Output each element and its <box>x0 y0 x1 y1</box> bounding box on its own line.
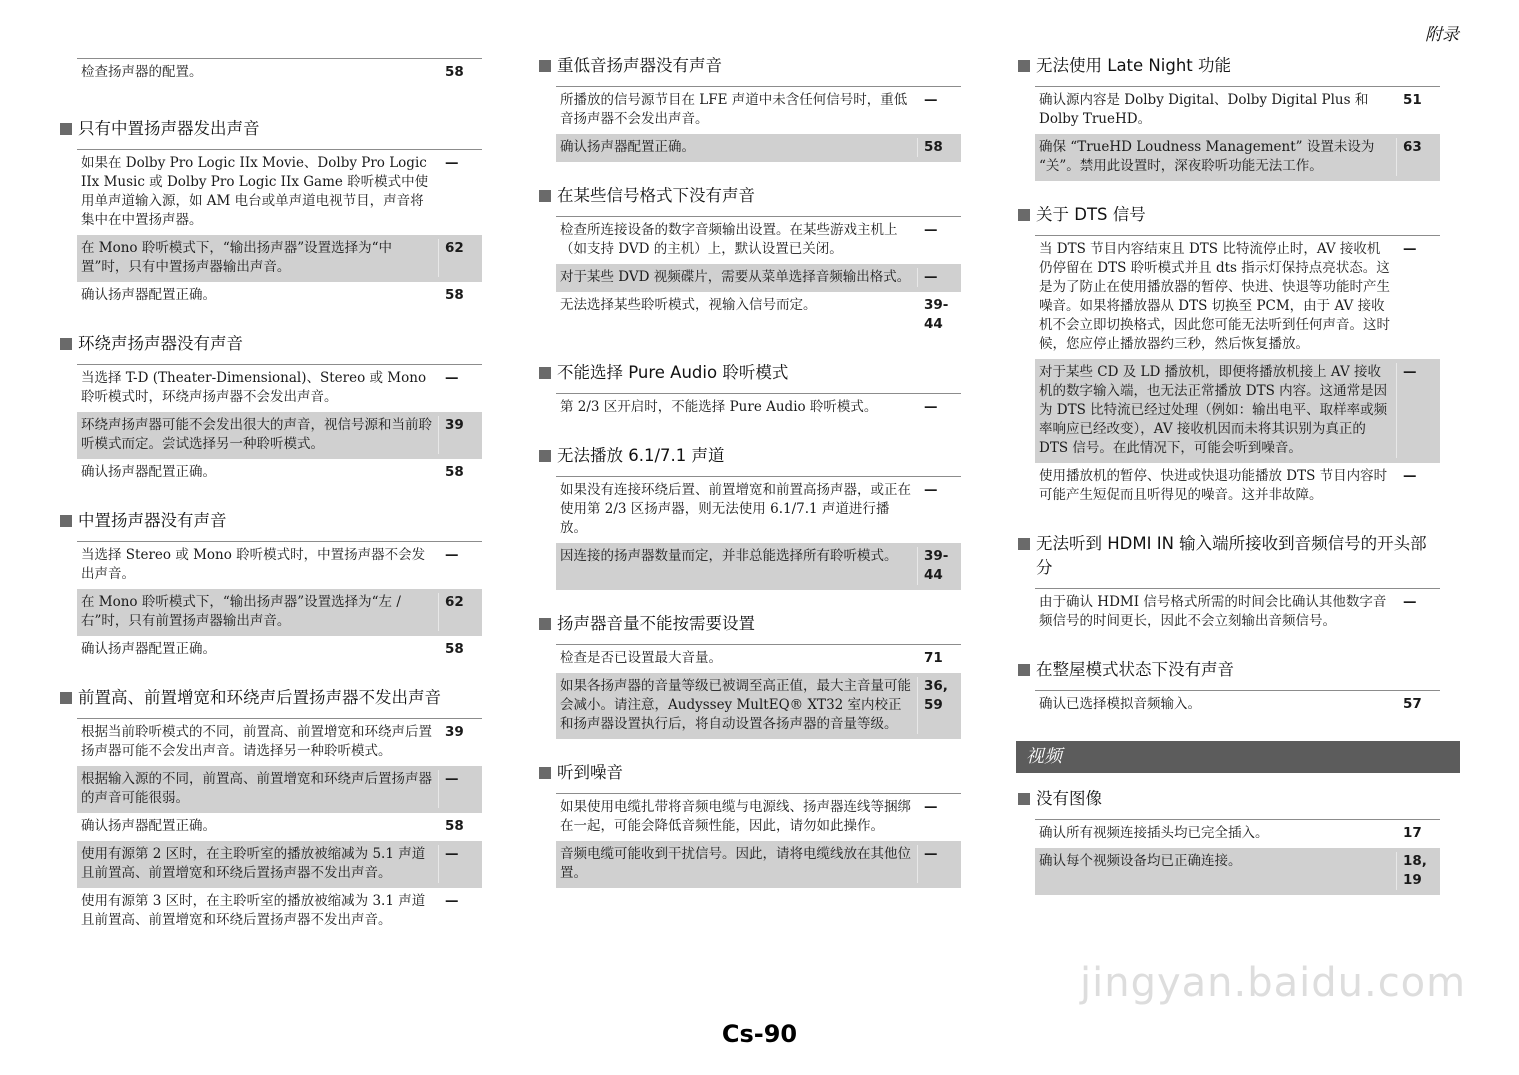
table-row <box>77 150 482 235</box>
row-page-reference: 51 <box>1403 92 1422 108</box>
row-description: 确认每个视频设备均已正确连接。 <box>1035 852 1397 890</box>
row-page-reference: — <box>924 799 938 815</box>
section-title <box>58 332 483 356</box>
solution-table <box>77 541 482 664</box>
row-page-reference: 39 <box>445 417 464 433</box>
row-page-reference: — <box>1403 364 1417 380</box>
troubleshooting-section <box>1016 532 1441 636</box>
row-description: 如果各扬声器的音量等级已被调至高正值，最大主音量可能会减小。请注意，Audyssey MultEQ® XT32 室内校正和扬声器设置执行后，将自动设置各扬声器的音量等级。 <box>556 677 918 734</box>
row-page-reference: 58 <box>445 818 464 834</box>
section-title <box>1016 532 1441 580</box>
table-row <box>556 794 961 841</box>
square-bullet-icon <box>60 692 72 704</box>
square-bullet-icon <box>1018 664 1030 676</box>
troubleshooting-section <box>58 332 483 487</box>
table-row <box>77 636 482 664</box>
row-description: 确保 “TrueHD Loudness Management” 设置未设为 “关”。禁用此设置时，深夜聆听功能无法工作。 <box>1035 138 1397 176</box>
row-description: 确认扬声器配置正确。 <box>81 641 216 657</box>
table-row <box>77 365 482 412</box>
section-title <box>537 612 962 636</box>
table-row <box>1035 463 1440 510</box>
solution-table <box>1035 690 1440 719</box>
row-description: 使用有源第 2 区时，在主聆听室的播放被缩减为 5.1 声道且前置高、前置增宽和环绕后置扬声器不发出声音。 <box>77 845 439 883</box>
troubleshooting-section <box>1016 787 1441 895</box>
section-title-text: 听到噪音 <box>557 763 623 782</box>
solution-table <box>556 476 961 590</box>
square-bullet-icon <box>539 367 551 379</box>
table-row <box>77 59 482 87</box>
troubleshooting-section <box>1016 203 1441 510</box>
section-title-text: 不能选择 Pure Audio 聆听模式 <box>557 363 789 382</box>
row-description: 无法选择某些聆听模式，视输入信号而定。 <box>560 297 817 313</box>
row-description: 根据输入源的不同，前置高、前置增宽和环绕声后置扬声器的声音可能很弱。 <box>77 770 439 808</box>
table-row <box>1035 589 1440 636</box>
square-bullet-icon <box>1018 538 1030 550</box>
troubleshooting-section <box>58 117 483 310</box>
table-row <box>77 766 482 813</box>
page-section-header: 附录 <box>1425 25 1459 45</box>
troubleshooting-section <box>58 58 483 87</box>
section-title <box>1016 787 1441 811</box>
row-description: 使用有源第 3 区时，在主聆听室的播放被缩减为 3.1 声道且前置高、前置增宽和环绕后置扬声器不发出声音。 <box>81 893 426 928</box>
solution-table <box>1035 235 1440 510</box>
column-3 <box>1016 54 1441 917</box>
troubleshooting-section <box>537 612 962 739</box>
table-row <box>556 292 961 339</box>
row-description: 检查是否已设置最大音量。 <box>560 650 722 666</box>
table-row <box>1035 820 1440 848</box>
table-row <box>556 264 961 292</box>
section-title <box>58 509 483 533</box>
section-title <box>1016 54 1441 78</box>
troubleshooting-section <box>537 361 962 422</box>
table-row <box>77 459 482 487</box>
row-description: 当选择 Stereo 或 Mono 聆听模式时，中置扬声器不会发出声音。 <box>81 547 426 582</box>
square-bullet-icon <box>539 767 551 779</box>
column-2 <box>537 54 962 910</box>
solution-table <box>1035 819 1440 895</box>
row-description: 在 Mono 聆听模式下，“输出扬声器”设置选择为“中置”时，只有中置扬声器输出声音。 <box>77 239 439 277</box>
row-page-reference: 62 <box>445 594 464 610</box>
table-row <box>77 888 482 935</box>
table-row <box>556 87 961 134</box>
square-bullet-icon <box>60 515 72 527</box>
section-title <box>1016 203 1441 227</box>
row-description: 所播放的信号源节目在 LFE 声道中未含任何信号时，重低音扬声器不会发出声音。 <box>560 92 908 127</box>
row-page-reference: — <box>445 846 459 862</box>
row-page-reference: 58 <box>445 641 464 657</box>
table-row <box>556 134 961 162</box>
square-bullet-icon <box>539 190 551 202</box>
row-page-reference: 58 <box>445 287 464 303</box>
square-bullet-icon <box>1018 793 1030 805</box>
section-title-text: 只有中置扬声器发出声音 <box>78 119 260 138</box>
square-bullet-icon <box>539 450 551 462</box>
row-description: 确认扬声器配置正确。 <box>81 464 216 480</box>
section-title-text: 前置高、前置增宽和环绕声后置扬声器不发出声音 <box>78 688 441 707</box>
table-row <box>77 282 482 310</box>
table-row <box>1035 359 1440 463</box>
table-row <box>556 645 961 673</box>
row-page-reference: 58 <box>445 64 464 80</box>
section-title-text: 无法播放 6.1/7.1 声道 <box>557 446 725 465</box>
square-bullet-icon <box>1018 209 1030 221</box>
row-page-reference: 63 <box>1403 139 1422 155</box>
row-description: 确认已选择模拟音频输入。 <box>1039 696 1201 712</box>
section-title-text: 无法使用 Late Night 功能 <box>1036 56 1231 75</box>
section-title-text: 没有图像 <box>1036 789 1102 808</box>
column-1 <box>58 58 483 957</box>
row-description: 对于某些 DVD 视频碟片，需要从菜单选择音频输出格式。 <box>556 268 918 287</box>
row-description: 确认扬声器配置正确。 <box>556 138 918 157</box>
section-title <box>1016 658 1441 682</box>
solution-table <box>556 216 961 339</box>
row-description: 如果在 Dolby Pro Logic IIx Movie、Dolby Pro Logic IIx Music 或 Dolby Pro Logic IIx Game 聆听模式中使用单声道输入源，如 AM 电台或单声道电视节目，声音将集中在中置扬声器。 <box>81 155 429 228</box>
row-page-reference: — <box>445 771 459 787</box>
row-page-reference: 36, 59 <box>924 678 948 713</box>
section-title <box>537 444 962 468</box>
troubleshooting-section <box>537 444 962 590</box>
solution-table <box>77 149 482 310</box>
troubleshooting-section <box>1016 658 1441 719</box>
row-description: 如果使用电缆扎带将音频电缆与电源线、扬声器连线等捆绑在一起，可能会降低音频性能，因此，请勿如此操作。 <box>560 799 911 834</box>
table-row <box>556 543 961 590</box>
table-row <box>1035 134 1440 181</box>
table-row <box>1035 848 1440 895</box>
page-number: Cs-90 <box>721 1020 798 1048</box>
section-title-text: 重低音扬声器没有声音 <box>557 56 722 75</box>
row-page-reference: — <box>445 370 459 386</box>
row-page-reference: — <box>1403 241 1417 257</box>
row-page-reference: 17 <box>1403 825 1422 841</box>
video-chapter-band: 视频 <box>1016 741 1460 773</box>
section-title-text: 环绕声扬声器没有声音 <box>78 334 243 353</box>
row-description: 确认源内容是 Dolby Digital、Dolby Digital Plus 和 Dolby TrueHD。 <box>1039 92 1369 127</box>
row-description: 对于某些 CD 及 LD 播放机，即便将播放机接上 AV 接收机的数字输入端，也无法正常播放 DTS 内容。这通常是因为 DTS 比特流已经过处理（例如：输出电平、取样率或频率响应已经改变），AV 接收机因而未将其识别为真正的 DTS 信号。在此情况下，可能会听到噪音。 <box>1035 363 1397 458</box>
row-page-reference: 71 <box>924 650 943 666</box>
row-page-reference: — <box>445 893 459 909</box>
row-page-reference: 39-44 <box>924 548 949 583</box>
solution-table <box>77 364 482 487</box>
solution-table <box>1035 86 1440 181</box>
row-page-reference: — <box>445 547 459 563</box>
troubleshooting-section <box>537 184 962 339</box>
row-description: 由于确认 HDMI 信号格式所需的时间会比确认其他数字音频信号的时间更长，因此不会立刻输出音频信号。 <box>1039 594 1387 629</box>
row-page-reference: — <box>924 222 938 238</box>
solution-table <box>1035 588 1440 636</box>
troubleshooting-section <box>1016 54 1441 181</box>
row-page-reference: — <box>924 92 938 108</box>
row-description: 确认扬声器配置正确。 <box>81 287 216 303</box>
table-row <box>77 542 482 589</box>
row-description: 在 Mono 聆听模式下，“输出扬声器”设置选择为“左 / 右”时，只有前置扬声器输出声音。 <box>77 593 439 631</box>
square-bullet-icon <box>60 338 72 350</box>
row-page-reference: — <box>445 155 459 171</box>
row-description: 根据当前聆听模式的不同，前置高、前置增宽和环绕声后置扬声器可能不会发出声音。请选择另一种聆听模式。 <box>81 724 432 759</box>
section-title-text: 中置扬声器没有声音 <box>78 511 227 530</box>
row-description: 检查所连接设备的数字音频输出设置。在某些游戏主机上（如支持 DVD 的主机）上，默认设置已关闭。 <box>560 222 898 257</box>
troubleshooting-section <box>537 54 962 162</box>
solution-table <box>77 58 482 87</box>
table-row <box>77 841 482 888</box>
section-title <box>537 54 962 78</box>
square-bullet-icon <box>60 123 72 135</box>
row-page-reference: — <box>924 846 938 862</box>
row-description: 如果没有连接环绕后置、前置增宽和前置高扬声器，或正在使用第 2/3 区扬声器，则无法使用 6.1/7.1 声道进行播放。 <box>560 482 911 536</box>
table-row <box>77 412 482 459</box>
solution-table <box>556 793 961 888</box>
watermark: jingyan.baidu.com <box>1080 960 1467 1006</box>
section-title-text: 在整屋模式状态下没有声音 <box>1036 660 1234 679</box>
row-page-reference: 39-44 <box>924 297 949 332</box>
table-row <box>556 841 961 888</box>
row-page-reference: — <box>924 399 938 415</box>
square-bullet-icon <box>1018 60 1030 72</box>
troubleshooting-section <box>58 686 483 935</box>
table-row <box>556 673 961 739</box>
row-page-reference: — <box>924 269 938 285</box>
solution-table <box>556 393 961 422</box>
row-page-reference: — <box>924 482 938 498</box>
row-page-reference: — <box>1403 468 1417 484</box>
section-title-text: 无法听到 HDMI IN 输入端所接收到音频信号的开头部分 <box>1036 534 1427 577</box>
table-row <box>1035 691 1440 719</box>
row-description: 当选择 T-D (Theater-Dimensional)、Stereo 或 Mono 聆听模式时，环绕声扬声器不会发出声音。 <box>81 370 427 405</box>
section-title-text: 在某些信号格式下没有声音 <box>557 186 755 205</box>
square-bullet-icon <box>539 60 551 72</box>
solution-table <box>556 644 961 739</box>
row-page-reference: 62 <box>445 240 464 256</box>
troubleshooting-section <box>58 509 483 664</box>
table-row <box>77 235 482 282</box>
table-row <box>77 589 482 636</box>
table-row <box>77 813 482 841</box>
section-title <box>537 761 962 785</box>
row-page-reference: 58 <box>924 139 943 155</box>
row-page-reference: 18, 19 <box>1403 853 1427 888</box>
section-title-text: 扬声器音量不能按需要设置 <box>557 614 755 633</box>
row-description: 确认扬声器配置正确。 <box>81 818 216 834</box>
row-description: 确认所有视频连接插头均已完全插入。 <box>1039 825 1269 841</box>
row-page-reference: 39 <box>445 724 464 740</box>
row-description: 音频电缆可能收到干扰信号。因此，请将电缆线放在其他位置。 <box>556 845 918 883</box>
row-description: 第 2/3 区开启时，不能选择 Pure Audio 聆听模式。 <box>560 399 878 415</box>
table-row <box>556 394 961 422</box>
row-page-reference: — <box>1403 594 1417 610</box>
table-row <box>556 217 961 264</box>
row-description: 检查扬声器的配置。 <box>81 64 203 80</box>
row-description: 当 DTS 节目内容结束且 DTS 比特流停止时，AV 接收机仍停留在 DTS 聆听模式并且 dts 指示灯保持点亮状态。这是为了防止在使用播放器的暂停、快进、快退等功能时产生噪音。如果将播放器从 DTS 切换至 PCM，由于 AV 接收机不会立即切换格式，因此您可能无法听到任何声音。这时候，您应停止播放器约三秒，然后恢复播放。 <box>1039 241 1390 352</box>
section-title <box>58 686 483 710</box>
section-title <box>537 361 962 385</box>
table-row <box>1035 236 1440 359</box>
section-title <box>58 117 483 141</box>
section-title <box>537 184 962 208</box>
row-page-reference: 57 <box>1403 696 1422 712</box>
table-row <box>556 477 961 543</box>
row-page-reference: 58 <box>445 464 464 480</box>
row-description: 环绕声扬声器可能不会发出很大的声音，视信号源和当前聆听模式而定。尝试选择另一种聆听模式。 <box>77 416 439 454</box>
square-bullet-icon <box>539 618 551 630</box>
row-description: 使用播放机的暂停、快进或快退功能播放 DTS 节目内容时可能产生短促而且听得见的噪音。这并非故障。 <box>1039 468 1388 503</box>
troubleshooting-section <box>537 761 962 888</box>
table-row <box>77 719 482 766</box>
row-description: 因连接的扬声器数量而定，并非总能选择所有聆听模式。 <box>556 547 918 585</box>
section-title-text: 关于 DTS 信号 <box>1036 205 1146 224</box>
solution-table <box>556 86 961 162</box>
table-row <box>1035 87 1440 134</box>
solution-table <box>77 718 482 935</box>
